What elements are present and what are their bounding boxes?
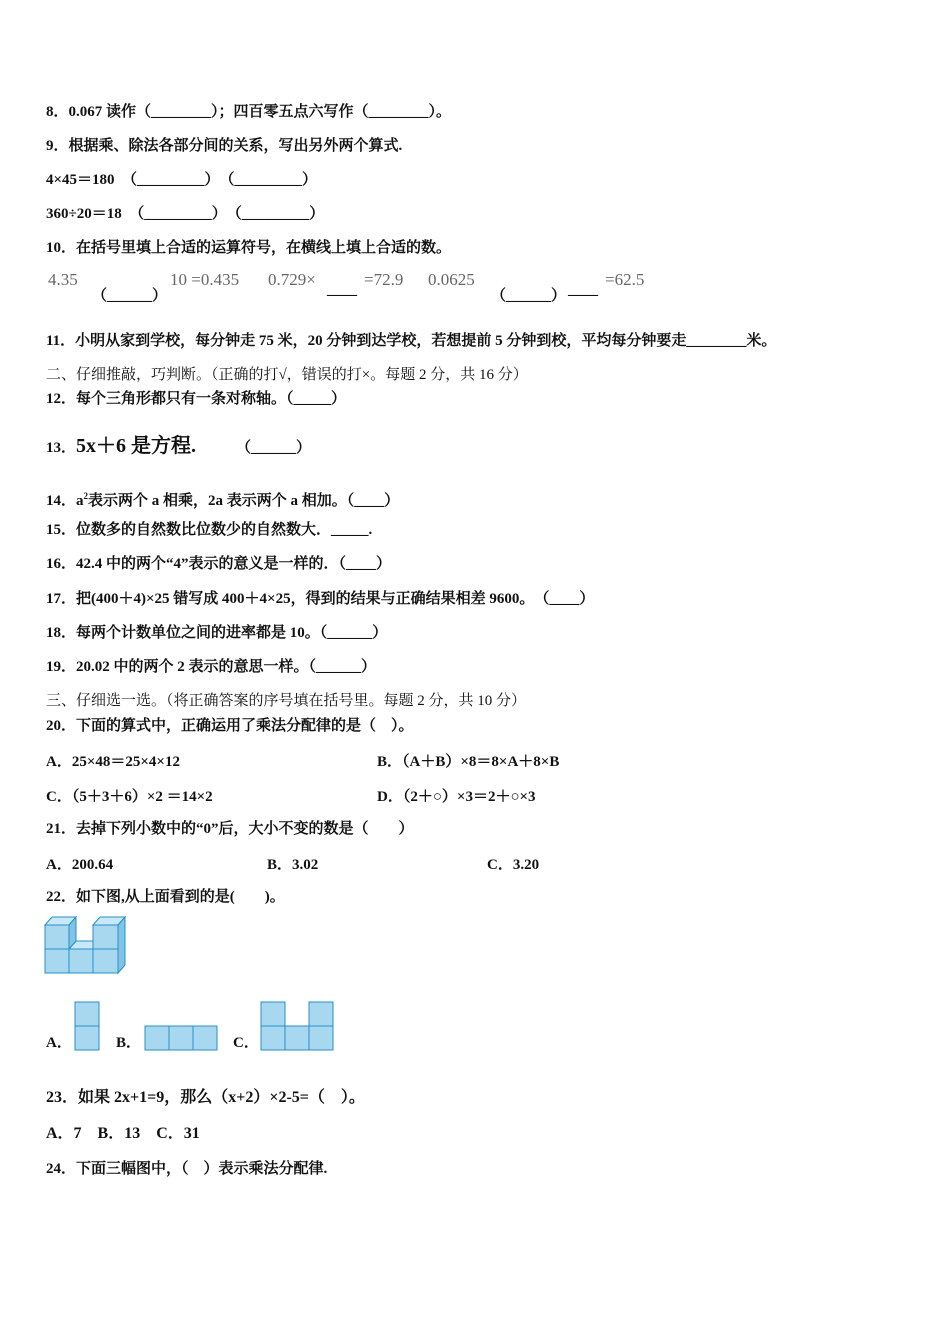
- question-9: 9．根据乘、除法各部分间的关系，写出另外两个算式.: [46, 138, 403, 154]
- question-13: [46, 433, 311, 459]
- question-24: 24．下面三幅图中，（ ）表示乘法分配律.: [46, 1161, 328, 1177]
- q20-option-b: B．（A＋B）×8＝8×A＋8×B: [377, 754, 560, 770]
- q22-option-a-label: A．: [46, 1035, 72, 1051]
- question-21: 21．去掉下列小数中的“0”后，大小不变的数是（ ）: [46, 821, 414, 837]
- question-16: 16．42.4 中的两个“4”表示的意义是一样的．（____）: [46, 556, 392, 572]
- question-14: [46, 486, 399, 511]
- question-12: 12．每个三角形都只有一条对称轴。（_____）: [46, 391, 347, 407]
- question-19: 19．20.02 中的两个 2 表示的意思一样。（______）: [46, 659, 377, 675]
- question-11: 11．小明从家到学校，每分钟走 75 米，20 分钟到达学校，若想提前 5 分钟到校，平均每分钟要走________米。: [46, 333, 777, 349]
- q10-number-4: =72.9: [364, 270, 404, 289]
- q10-number-1: 4.35: [48, 270, 78, 289]
- q21-option-b: B．3.02: [267, 857, 319, 873]
- q14-start: 14．a: [46, 493, 84, 509]
- q14-rest: 表示两个 a 相乘，2a 表示两个 a 相加。（____）: [88, 493, 400, 509]
- q22-option-c-figure: [260, 1001, 334, 1052]
- q10-blank-1: （______）: [92, 288, 168, 304]
- q22-option-c-label: C．: [233, 1035, 259, 1051]
- question-10: 10．在括号里填上合适的运算符号，在横线上填上合适的数。: [46, 240, 452, 256]
- q13-blank: （______）: [236, 440, 312, 456]
- q13-number: 13．: [46, 440, 77, 456]
- q10-number-3: 0.729×: [268, 270, 316, 289]
- question-8: 8．0.067 读作（________）；四百零五点六写作（________）。: [46, 104, 452, 120]
- question-15: 15．位数多的自然数比位数少的自然数大．_____.: [46, 522, 373, 538]
- q10-blank-3: （______）: [491, 288, 567, 304]
- q10-number-6: =62.5: [605, 270, 645, 289]
- question-23: 23．如果 2x+1=9，那么（x+2）×2-5=（ ）。: [46, 1089, 365, 1106]
- q20-option-a: A．25×48＝25×4×12: [46, 754, 180, 770]
- q22-option-b-figure: [144, 1025, 218, 1052]
- q21-option-c: C．3.20: [487, 857, 540, 873]
- q22-option-a-figure: [74, 1001, 101, 1052]
- q10-number-5: 0.0625: [428, 270, 475, 289]
- cube-stack-figure: [44, 915, 130, 977]
- q10-number-2: 10 =0.435: [170, 270, 240, 289]
- q20-option-d: D．（2＋○）×3＝2＋○×3: [377, 789, 536, 805]
- q14-superscript: 2: [83, 491, 89, 501]
- question-17: 17．把(400＋4)×25 错写成 400＋4×25，得到的结果与正确结果相差 9600。 （____）: [46, 591, 595, 607]
- q20-option-c: C．（5＋3＋6）×2 ＝14×2: [46, 789, 213, 805]
- q23-options: A．7 B．13 C．31: [46, 1125, 200, 1142]
- q10-blank-2: ____: [327, 282, 357, 298]
- question-22: 22．如下图,从上面看到的是( )。: [46, 889, 285, 905]
- q21-option-a: A．200.64: [46, 857, 114, 873]
- section-2-heading: 二、仔细推敲，巧判断。（正确的打√，错误的打×。每题 2 分，共 16 分）: [46, 367, 528, 383]
- question-9-row-1: 4×45＝180 （_________） （_________）: [46, 172, 318, 188]
- q10-blank-4: ____: [568, 282, 598, 298]
- question-9-row-2: 360÷20＝18 （_________） （_________）: [46, 206, 325, 222]
- q13-text: 5x＋6 是方程.: [76, 435, 197, 457]
- q22-option-b-label: B．: [116, 1035, 142, 1051]
- question-20: 20．下面的算式中，正确运用了乘法分配律的是（ ）。: [46, 718, 414, 734]
- question-18: 18．每两个计数单位之间的进率都是 10。（______）: [46, 625, 388, 641]
- section-3-heading: 三、仔细选一选。（将正确答案的序号填在括号里。每题 2 分，共 10 分）: [46, 693, 527, 709]
